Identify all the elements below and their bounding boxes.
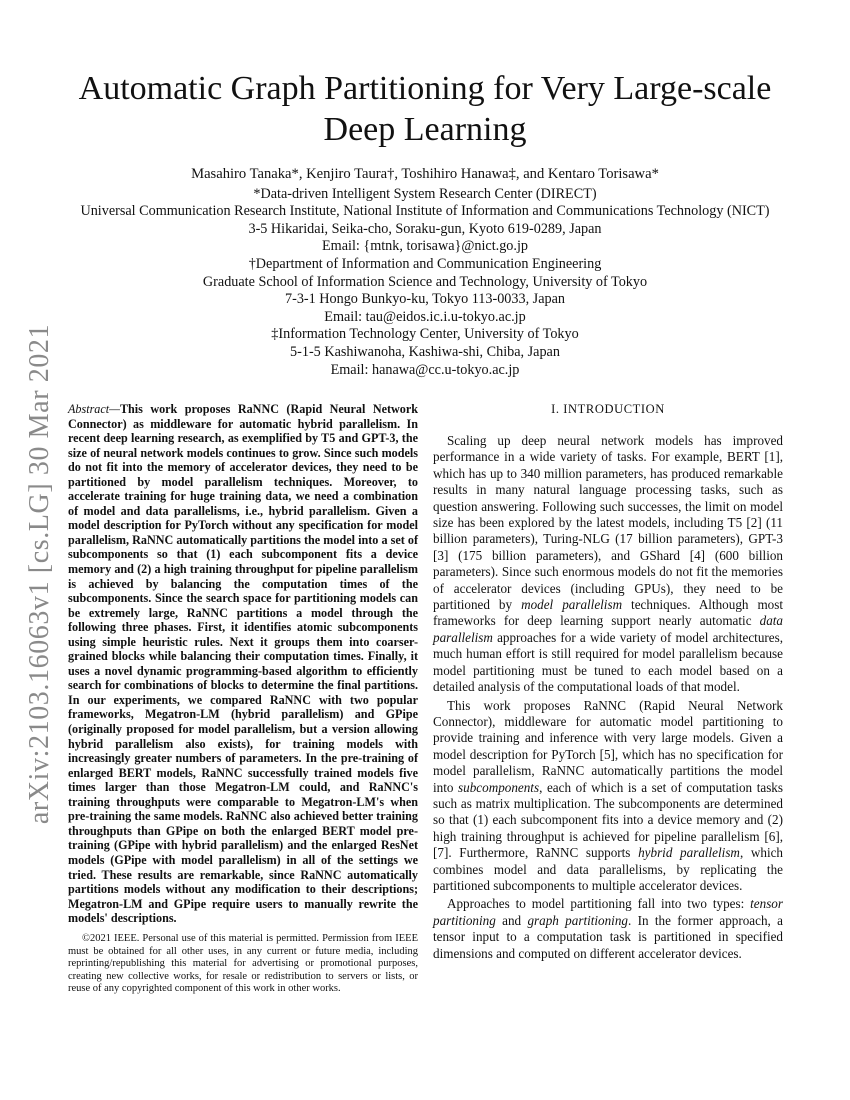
emphasis: model parallelism [521,597,623,613]
title-line-1: Automatic Graph Partitioning for Very Large-scale [78,70,772,107]
affiliation-email: Email: tau@eidos.ic.i.u-tokyo.ac.jp [324,308,526,325]
affiliation-email: Email: {mtnk, torisawa}@nict.go.jp [322,238,528,255]
arxiv-identifier: arXiv:2103.16063v1 [cs.LG] 30 Mar 2021 [24,323,55,825]
abstract-label: Abstract— [68,402,120,416]
paragraph [433,698,783,895]
affiliation-line: Universal Communication Research Institute, National Institute of Information and Communications Technology (NICT) [80,203,770,220]
section-heading: I. INTRODUCTION [551,402,665,416]
affiliation-line: Graduate School of Information Science and Technology, University of Tokyo [202,273,648,290]
affiliation-line: *Data-driven Intelligent System Research Center (DIRECT) [253,185,597,202]
text-run: This work proposes RaNNC (Rapid Neural Network Connector), middleware for automatic model partitioning to provide training and inference with very large models. Given a model description for PyTorch [5], which has no specification for model parallelism, RaNNC automatically partitions the model into [433,697,783,795]
text-run: , each of which is a set of computation tasks such as matrix multiplication. The subcomponents are determined so that (1) each subcomponent fits into a device memory and (2) high training throughput is achieved for pipeline parallelism [6], [7]. Furthermore, RaNNC supports [433,779,783,861]
text-run: , which combines model and data parallelisms, by replicating the partitioned subcomponents to multiple accelerator devices. [433,845,783,893]
affiliation-line: ‡Information Technology Center, University of Tokyo [271,326,579,343]
emphasis: data parallelism [433,613,783,645]
emphasis: hybrid parallelism [638,845,740,861]
title-line-2: Deep Learning [323,111,527,148]
text-run: . In the former approach, a tensor input to a computation task is partitioned in specified dimensions and computed on different accelerator devices. [433,912,783,961]
affiliation-email: Email: hanawa@cc.u-tokyo.ac.jp [330,361,520,378]
emphasis: subcomponents [458,779,540,795]
paper-title [70,68,780,150]
text-run: Scaling up deep neural network models has improved performance in a wide variety of tasks. For example, BERT [1], which has up to 340 million parameters, has produced remarkable results in many natural language processing tasks, such as question answering. Following such successes, the limit on model size has been explored by the latest models, including T5 [2] (11 billion parameters), Turing-NLG (17 billion parameters), GPT-3 [3] (175 billion parameters), and GShard [4] (600 billion parameters). Since such enormous models do not fit the memories of accelerator devices (including GPUs), they need to be partitioned by [433,433,783,613]
text-run: and [495,912,528,928]
text-run: techniques. Although most frameworks for deep learning support nearly automatic [433,597,784,629]
affiliation-line: 5-1-5 Kashiwanoha, Kashiwa-shi, Chiba, Japan [290,343,560,360]
emphasis: graph partitioning [527,912,628,928]
affiliation-line: 7-3-1 Hongo Bunkyo-ku, Tokyo 113-0033, Japan [285,291,565,308]
affiliation-line: 3-5 Hikaridai, Seika-cho, Soraku-gun, Kyoto 619-0289, Japan [248,220,602,237]
text-run: Approaches to model partitioning fall into two types: [447,896,751,912]
author-list: Masahiro Tanaka*, Kenjiro Taura†, Toshihiro Hanawa‡, and Kentaro Torisawa* [191,166,659,182]
abstract [68,402,418,926]
affiliation-line: †Department of Information and Communication Engineering [248,255,602,272]
author-block [60,166,790,379]
text-run: approaches for a wide variety of model architectures, much human effort is still required for model parallelism because model partitioning must be tuned to each model based on a detailed analysis of the computational loads of that model. [433,629,783,695]
abstract-text: This work proposes RaNNC (Rapid Neural Network Connector) as middleware for automatic hybrid parallelism. In recent deep learning research, as exemplified by T5 and GPT-3, the size of neural network models continues to grow. Since such models do not fit into the memory of accelerator devices, they need to be partitioned by model parallelism techniques. Moreover, to accelerate training for huge training data, we need a combination of model and data parallelisms, i.e., hybrid parallelism. Given a model description for PyTorch without any specification for model parallelism, RaNNC automatically partitions the model into a set of subcomponents so that (1) each subcomponent fits a device memory and (2) a high training throughput for pipeline parallelism is achieved by balancing the computation times of the subcomponents. Since the search space for partitioning models can be extremely large, RaNNC partitions a model through the following three phases. First, it identifies atomic subcomponents using simple heuristic rules. Next it groups them into coarser-grained blocks while balancing their computation times. Finally, it uses a novel dynamic programming-based algorithm to efficiently search for combinations of blocks to determine the final partitions. In our experiments, we compared RaNNC with two popular frameworks, Megatron-LM (hybrid parallelism) and GPipe (originally proposed for model parallelism, but a version allowing hybrid parallelism also exists), for training models with increasingly greater numbers of parameters. In the pre-training of enlarged BERT models, RaNNC successfully trained models five times larger than those Megatron-LM could, and RaNNC's training throughputs were comparable to Megatron-LM's when pre-training the same models. RaNNC also achieved better training throughputs than GPipe on both the enlarged BERT model pre-training (GPipe with hybrid parallelism) and the enlarged ResNet models (GPipe with model parallelism) in all of the settings we tried. These results are remarkable, since RaNNC automatically partitions models without any modification to their descriptions; Megatron-LM and GPipe require users to manually rewrite the models' descriptions. [68,402,418,926]
paragraph [433,433,783,696]
emphasis: tensor partitioning [433,896,783,928]
copyright-notice: ©2021 IEEE. Personal use of this material is permitted. Permission from IEEE must be obtained for all other uses, in any current or future media, including reprinting/republishing this material for advertising or promotional purposes, creating new collective works, for resale or redistribution to servers or lists, or reuse of any copyrighted component of this work in other works. [68,933,418,995]
introduction-body [433,433,783,964]
paragraph [433,896,783,962]
